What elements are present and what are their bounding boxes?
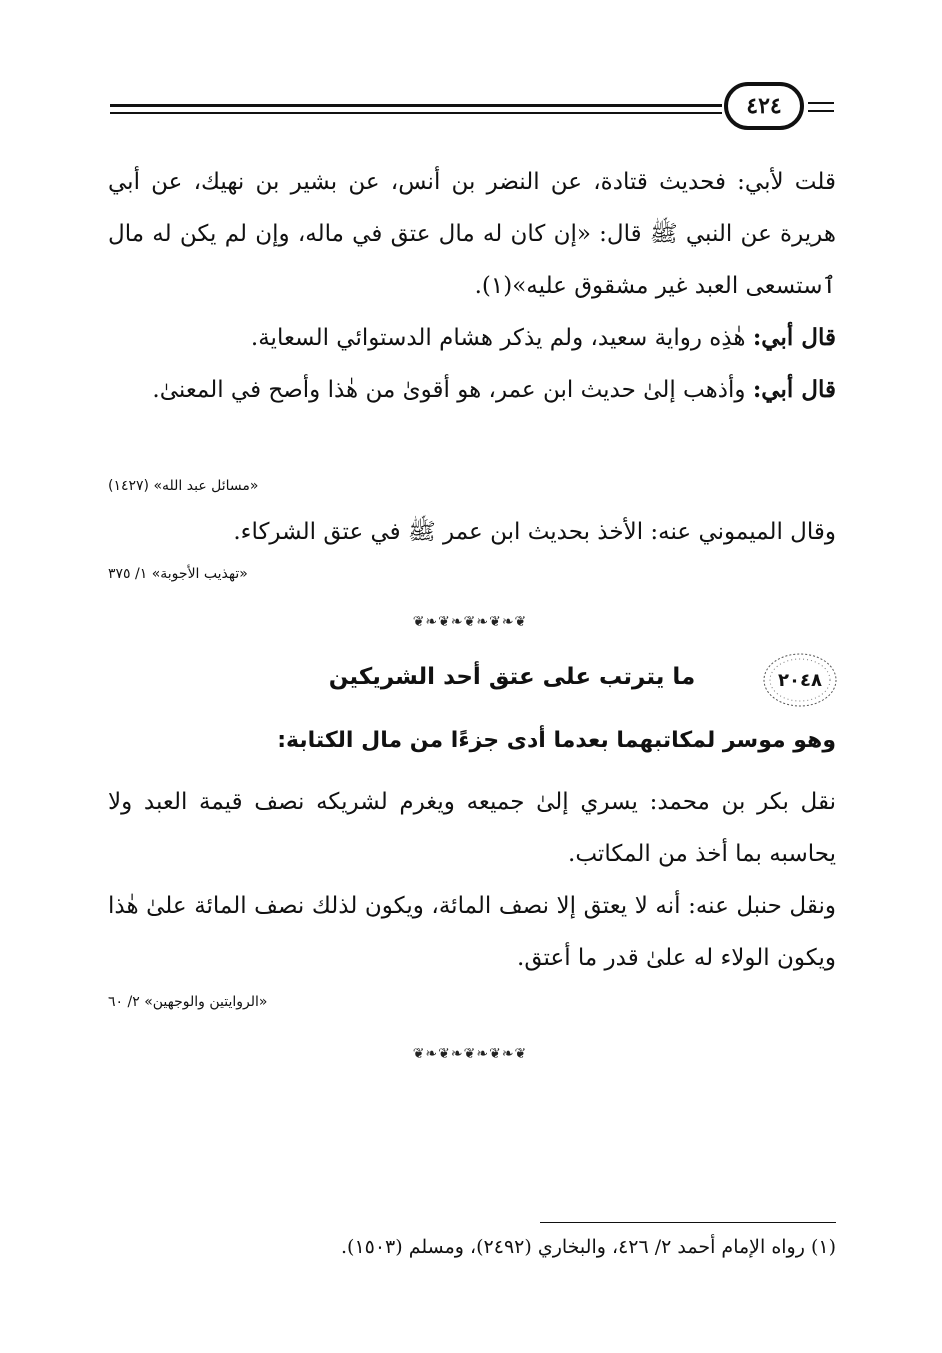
- ornament-divider: ❦❧❦❧❦❧❦❧❦: [412, 1046, 528, 1062]
- source-citation-3: «الروايتين والوجهين» ٢/ ٦٠: [108, 994, 268, 1010]
- paragraph-2: [108, 312, 836, 364]
- speaker-label: قال أبي:: [752, 324, 836, 351]
- page-number: ٤٢٤: [724, 82, 804, 130]
- paragraph-3: [108, 364, 836, 416]
- speaker-label: قال أبي:: [752, 376, 836, 403]
- section-number: ٢٠٤٨: [778, 669, 822, 691]
- paragraph-1: قلت لأبي: فحديث قتادة، عن النضر بن أنس، عن بشير بن نهيك، عن أبي هريرة عن النبي ﷺ قال: «إن كان له مال عتق في ماله، وإن لم يكن له مال ٱستسعى العبد غير مشقوق عليه»(١).: [108, 169, 836, 299]
- footnote: (١) رواه الإمام أحمد ٢/ ٤٢٦، والبخاري (٢٤٩٢)، ومسلم (١٥٠٣).: [340, 1236, 836, 1258]
- header-rule: [110, 112, 722, 114]
- section-subtitle: وهو موسر لمكاتبهما بعدما أدى جزءًا من مال الكتابة:: [277, 728, 836, 753]
- paragraph-6: ونقل حنبل عنه: أنه لا يعتق إلا نصف المائة، ويكون لذلك نصف المائة علىٰ هٰذا ويكون الولاء له علىٰ قدر ما أعتق.: [108, 893, 836, 971]
- ornament-divider: ❦❧❦❧❦❧❦❧❦: [412, 614, 528, 630]
- section-title: ما يترتب على عتق أحد الشريكين: [328, 664, 696, 690]
- paragraph-4: وقال الميموني عنه: الأخذ بحديث ابن عمر ﷺ في عتق الشركاء.: [233, 519, 836, 545]
- footnote-rule: [540, 1222, 836, 1223]
- header-rule: [110, 104, 722, 107]
- paragraph-5: نقل بكر بن محمد: يسري إلىٰ جميعه ويغرم لشريكه نصف قيمة العبد ولا يحاسبه بما أخذ من المكاتب.: [108, 789, 836, 867]
- header-rule: [808, 110, 834, 112]
- source-citation-1: «مسائل عبد الله» (١٤٢٧): [108, 478, 259, 494]
- header-rule: [808, 102, 834, 104]
- paragraph-text: هٰذِه رواية سعيد، ولم يذكر هشام الدستوائي السعاية.: [250, 325, 753, 351]
- paragraph-text: وأذهب إلىٰ حديث ابن عمر، هو أقوىٰ من هٰذا وأصح في المعنىٰ.: [152, 377, 753, 403]
- source-citation-2: «تهذيب الأجوبة» ١/ ٣٧٥: [108, 566, 248, 582]
